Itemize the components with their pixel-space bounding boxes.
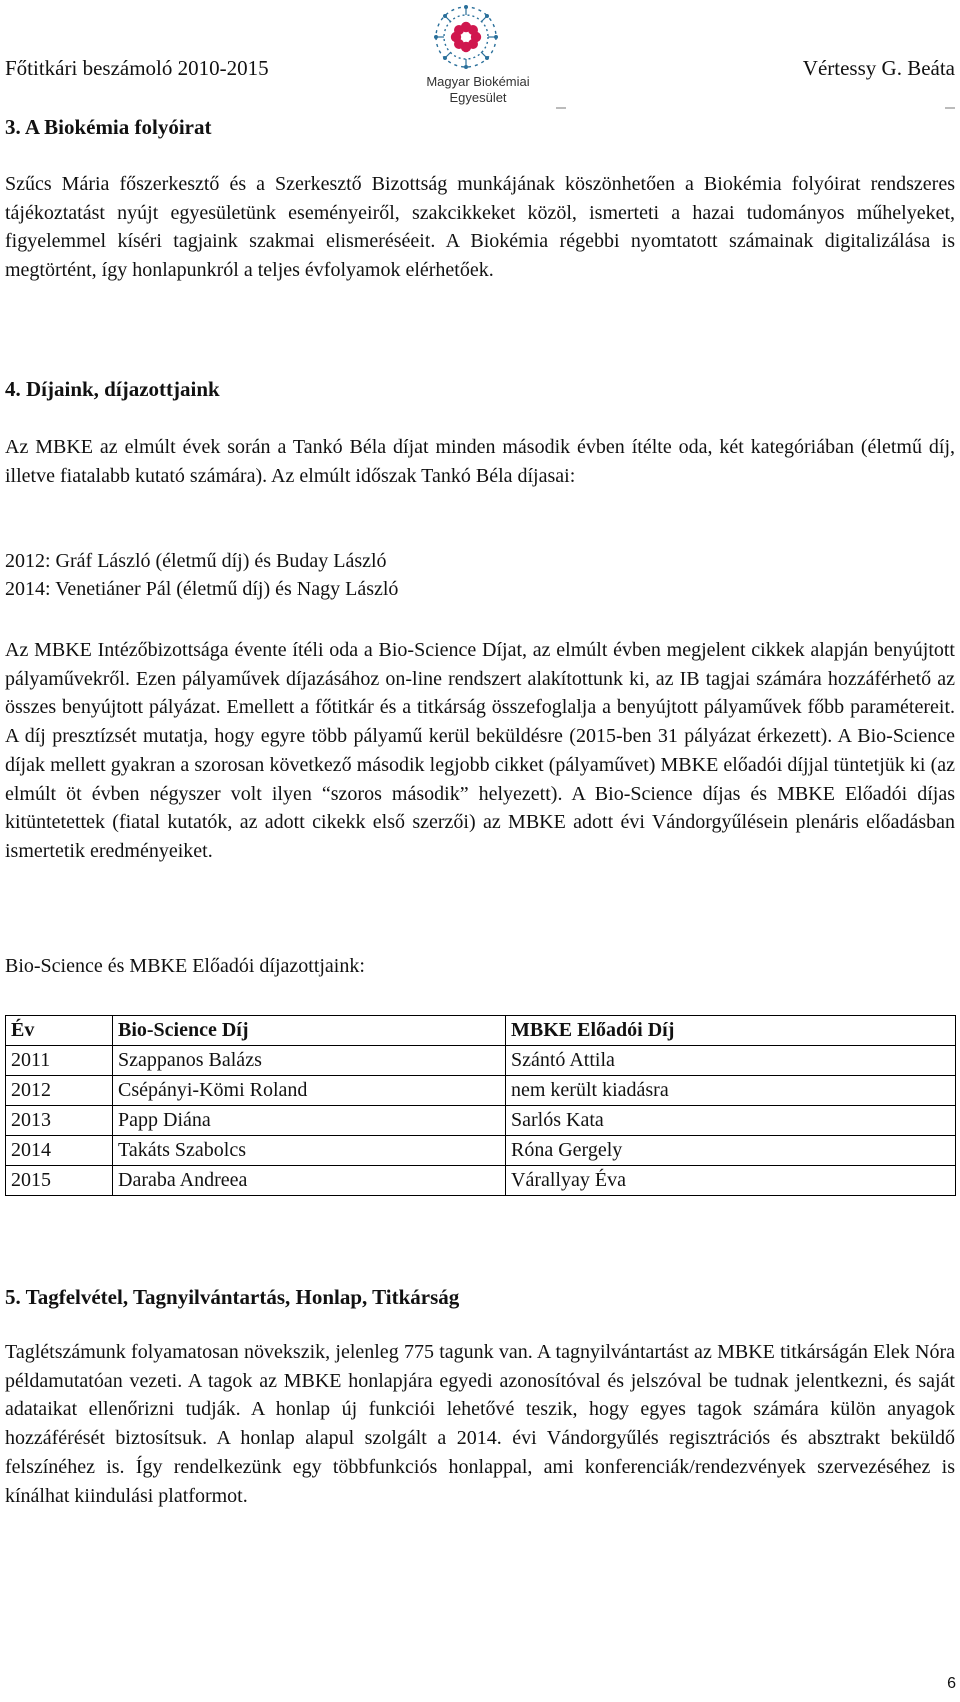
logo-line1: Magyar Biokémiai [426, 74, 530, 89]
table-cell: Papp Diána [113, 1106, 506, 1136]
winner-2014: 2014: Venetiáner Pál (életmű díj) és Nagy László [5, 578, 399, 600]
table-cell: 2015 [6, 1166, 113, 1196]
header-mark [556, 107, 566, 109]
page-number: 6 [947, 1675, 956, 1692]
column-header-year: Év [6, 1016, 113, 1046]
table-caption: Bio-Science és MBKE Előadói díjazottjaink: [5, 955, 365, 977]
logo-text [418, 74, 538, 106]
table-cell: Csépányi-Kömi Roland [113, 1076, 506, 1106]
table-cell: Takáts Szabolcs [113, 1136, 506, 1166]
table-header-row [6, 1016, 956, 1046]
section-4-heading: 4. Díjaink, díjazottjaink [5, 377, 220, 401]
table-cell: Sarlós Kata [506, 1106, 956, 1136]
section-5-heading: 5. Tagfelvétel, Tagnyilvántartás, Honlap, Titkárság [5, 1285, 460, 1309]
table-row [6, 1046, 956, 1076]
table-cell: 2014 [6, 1136, 113, 1166]
table-cell: nem került kiadásra [506, 1076, 956, 1106]
society-logo [418, 3, 538, 113]
column-header-mbke: MBKE Előadói Díj [506, 1016, 956, 1046]
logo-line2: Egyesület [449, 90, 507, 105]
table-cell: 2012 [6, 1076, 113, 1106]
header-title: Főtitkári beszámoló 2010-2015 [5, 56, 269, 80]
section-3-heading: 3. A Biokémia folyóirat [5, 115, 212, 139]
table-row [6, 1166, 956, 1196]
table-cell: Várallyay Éva [506, 1166, 956, 1196]
awards-table [5, 1015, 956, 1196]
society-logo-mark [432, 3, 500, 71]
column-header-bio-science: Bio-Science Díj [113, 1016, 506, 1046]
table-cell: 2013 [6, 1106, 113, 1136]
header-mark [945, 107, 955, 109]
table-cell: Róna Gergely [506, 1136, 956, 1166]
bio-science-paragraph: Az MBKE Intézőbizottsága évente ítéli oda a Bio-Science Díjat, az elmúlt évben megjelent cikkek alapján benyújtott pályaművekről. Ezen pályaművek díjazásához on-line rendszert alakítottunk ki, az IB tagjai számára hozzáférhető az összes benyújtott pályázat. Emellett a főtitkár és a titkárság összefoglalja a benyújtott pályaművek főbb paramétereit. A díj presztízsét mutatja, hogy egyre több pályamű kerül beküldésre (2015-ben 31 pályázat érkezett). A Bio-Science díjak mellett gyakran a szorosan következő második legjobb cikket (pályaművet) MBKE előadói díjjal tüntetjük ki (az elmúlt öt évben négyszer volt ilyen “szoros második” helyezett). A Bio-Science díjas és MBKE Előadói díjas kitüntetettek (fiatal kutatók, az adott cikekk első szerzői) az MBKE adott évi Vándorgyűlésein plenáris előadásban ismertetik eredményeiket. [5, 639, 955, 862]
table-cell: Szántó Attila [506, 1046, 956, 1076]
table-row [6, 1106, 956, 1136]
awards-intro-paragraph: Az MBKE az elmúlt évek során a Tankó Béla díjat minden második évben ítélte oda, két kategóriában (életmű díj, illetve fiatalabb kutató számára). Az elmúlt időszak Tankó Béla díjasai: [5, 436, 955, 487]
table-cell: Szappanos Balázs [113, 1046, 506, 1076]
table-row [6, 1136, 956, 1166]
table-row [6, 1076, 956, 1106]
table-cell: 2011 [6, 1046, 113, 1076]
tanko-winners-list [5, 547, 955, 603]
winner-2012: 2012: Gráf László (életmű díj) és Buday László [5, 550, 387, 572]
section-3-paragraph: Szűcs Mária főszerkesztő és a Szerkesztő Bizottság munkájának köszönhetően a Biokémia folyóirat rendszeres tájékoztatást nyújt egyesületünk eseményeiről, szakcikkeket közöl, ismerteti a hazai tudományos műhelyeket, figyelemmel kíséri tagjaink szakmai elismeréséeit. A Biokémia régebbi nyomtatott számainak digitalizálása is megtörtént, így honlapunkról a teljes évfolyamok elérhetőek. [5, 173, 955, 282]
section-5-paragraph: Taglétszámunk folyamatosan növekszik, jelenleg 775 tagunk van. A tagnyilvántartást az MBKE titkárságán Elek Nóra példamutatóan vezeti. A tagok az MBKE honlapjára egyedi azonosítóval és jelszóval be tudnak jelentkezni, és saját adataikat ellenőrizni tudják. A honlap új funkciói lehetővé teszik, hogy egyes tagok számára külön anyagok hozzáférését biztosítsuk. A honlap alapul szolgált a 2014. évi Vándorgyűlés regisztrációs és absztrakt beküldő felszínéhez is. Így rendelkezünk egy többfunkciós honlappal, ami konferenciák/rendezvények szervezéséhez is kínálhat kiindulási platformot. [5, 1341, 955, 1507]
table-cell: Daraba Andreea [113, 1166, 506, 1196]
header-author: Vértessy G. Beáta [802, 56, 955, 80]
